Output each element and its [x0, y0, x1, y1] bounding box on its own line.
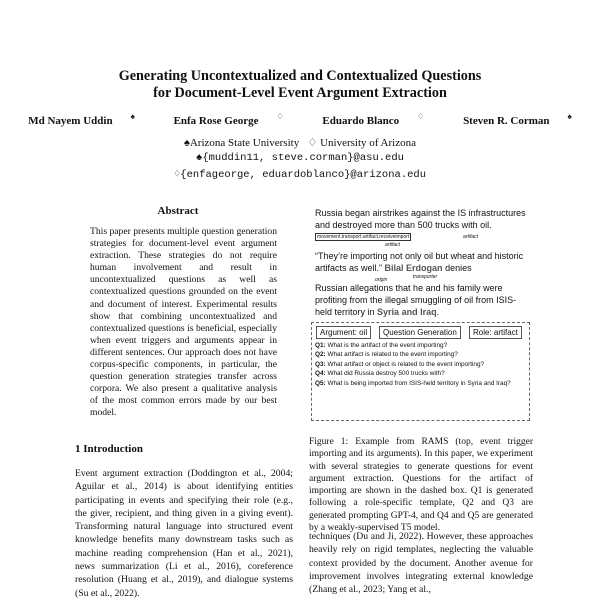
question-generation-button: Question Generation	[379, 326, 461, 339]
email-line-1: ♠{muddin11, steve.corman}@asu.edu	[196, 152, 404, 164]
section-heading: 1 Introduction	[75, 443, 143, 455]
figure-sentence-2: “They’re importing not only oil but wheat and historic artifacts as well.” Bilal Erdogan denies	[315, 251, 524, 273]
abstract-heading: Abstract	[157, 205, 199, 217]
author: Eduardo Blanco ♢	[322, 112, 425, 127]
transporter-label: transporter	[413, 274, 438, 280]
event-type-label: movement.transport.artifact.receiveimport	[317, 234, 410, 240]
argument-button: Argument: oil	[316, 326, 371, 339]
question-item: Q4: What did Russia destroy 500 trucks with?	[315, 370, 445, 378]
author: Md Nayem Uddin ♠	[28, 112, 135, 127]
role-button: Role: artifact	[469, 326, 522, 339]
paper-title-line1: Generating Uncontextualized and Contextualized Questions	[118, 68, 482, 84]
question-item: Q2: What artifact is related to the event importing?	[315, 351, 458, 359]
intro-text: Event argument extraction (Doddington et al., 2004; Aguilar et al., 2014) is about identifying entities participating in events and specifying their role (e.g., the giver, recipient, and thing given in a giving event). Transforming natural language into structured event knowledge benefits many downstream tasks such as machine reading comprehension (Han et al., 2021), news summarization (Li et al., 2016), coreference resolution (Huang et al., 2019), and dialogue systems (Su et al., 2022).	[75, 468, 293, 599]
question-box	[311, 322, 530, 421]
origin-label: origin	[375, 277, 388, 283]
figure-example	[315, 207, 530, 318]
person-mention: Bilal Erdogan	[384, 263, 443, 273]
author: Steven R. Corman ♠	[463, 112, 572, 127]
paper-title-line2: for Document-Level Event Argument Extraction	[153, 85, 447, 101]
author: Enfa Rose George ♢	[173, 112, 284, 127]
argument-mention: Syria and Iraq	[377, 307, 437, 317]
question-item: Q3: What artifact or object is related to the event importing?	[315, 360, 485, 368]
figure-label-row	[315, 231, 530, 250]
artifact-label: artifact	[463, 234, 479, 240]
email-line-2: ♢{enfageorge, eduardoblanco}@arizona.edu	[173, 169, 427, 181]
figure-label-row	[315, 274, 530, 282]
question-item: Q1: What is the artifact of the event importing?	[315, 342, 448, 349]
figure-caption: Figure 1: Example from RAMS (top, event trigger importing and its arguments). In this paper, we experiment with several strategies to generate questions for event argument extraction. Questions for the artifact of importing are shown in the dashed box. Q1 is generated following a role-specific template, Q2 and Q3 are generated prompting GPT-4, and Q4 and Q5 are generated by a weakly-supervised T5 model.	[309, 437, 533, 534]
author-list	[0, 112, 600, 127]
question-list	[315, 341, 529, 388]
artifact-label: artifact	[385, 242, 401, 248]
right-column-text: techniques (Du and Ji, 2022). However, these approaches heavily rely on rigid templates, neglecting the valuable context provided by the document. Another avenue for improvement involves integrating external knowledge (Zhang et al., 2023; Yang et al.,	[309, 531, 533, 596]
abstract-text: This paper presents multiple question generation strategies for document-level event argument extraction. These strategies do not require human involvement and result in uncontextualized questions as well as contextualized questions grounded on the event and document of interest. Experimental results show that combining uncontextualized and contextualized questions is beneficial, especially when event triggers and arguments appear in different sentences. Our approach does not have corpus-specific components, in particular, the question generation strategies transfer across corpora. We also present a qualitative analysis of the most common errors made by our best model.	[90, 226, 277, 419]
question-item: Q5: What is being imported from ISIS-held territory in Syria and Iraq?	[315, 379, 511, 387]
figure-sentence-1: Russia began airstrikes against the IS infrastructures and destroyed more than 500 trucks with oil.	[315, 208, 526, 230]
figure-sentence-3: Russian allegations that he and his family were profiting from the illegal smuggling of oil from ISIS-held territory in Syria and Iraq.	[315, 283, 517, 317]
affiliations: ♠Arizona State University ♢ University of Arizona	[184, 137, 416, 149]
